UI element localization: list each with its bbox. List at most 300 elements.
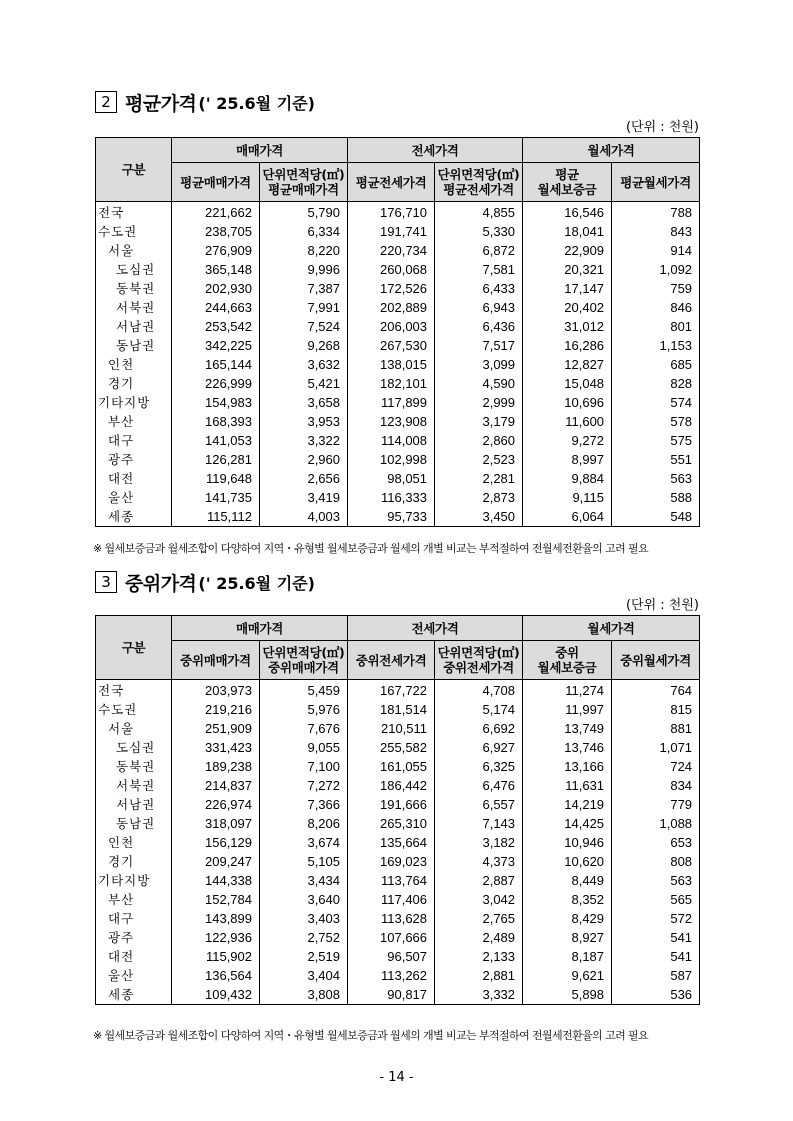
- value-cell: 8,206: [260, 814, 348, 833]
- value-cell: 318,097: [172, 814, 260, 833]
- value-cell: 764: [612, 680, 700, 701]
- value-cell: 541: [612, 928, 700, 947]
- region-cell: 서남권: [96, 795, 172, 814]
- table-row: [96, 317, 700, 336]
- page-number: - 14 -: [379, 1070, 414, 1085]
- region-cell: 수도권: [96, 222, 172, 241]
- value-cell: 115,902: [172, 947, 260, 966]
- value-cell: 3,403: [260, 909, 348, 928]
- value-cell: 14,219: [523, 795, 612, 814]
- region-cell: 광주: [96, 450, 172, 469]
- value-cell: 3,953: [260, 412, 348, 431]
- section-title: 평균가격: [125, 92, 197, 115]
- table-row: [96, 947, 700, 966]
- value-cell: 2,765: [435, 909, 523, 928]
- value-cell: 226,974: [172, 795, 260, 814]
- value-cell: 3,434: [260, 871, 348, 890]
- section-heading: [95, 570, 315, 594]
- region-cell: 기타지방: [96, 393, 172, 412]
- column-header: 중위 월세보증금: [523, 641, 612, 680]
- value-cell: 3,658: [260, 393, 348, 412]
- value-cell: 7,366: [260, 795, 348, 814]
- table-row: [96, 680, 700, 701]
- value-cell: 11,631: [523, 776, 612, 795]
- table-row: [96, 431, 700, 450]
- value-cell: 172,526: [348, 279, 435, 298]
- value-cell: 202,889: [348, 298, 435, 317]
- value-cell: 11,997: [523, 700, 612, 719]
- value-cell: 102,998: [348, 450, 435, 469]
- value-cell: 9,272: [523, 431, 612, 450]
- table-row: [96, 355, 700, 374]
- value-cell: 113,262: [348, 966, 435, 985]
- value-cell: 2,656: [260, 469, 348, 488]
- value-cell: 6,476: [435, 776, 523, 795]
- table-row: [96, 260, 700, 279]
- value-cell: 113,764: [348, 871, 435, 890]
- region-cell: 부산: [96, 890, 172, 909]
- table-row: [96, 795, 700, 814]
- value-cell: 7,991: [260, 298, 348, 317]
- table-row: [96, 241, 700, 260]
- section-median-price: [95, 570, 699, 1045]
- value-cell: 6,927: [435, 738, 523, 757]
- value-cell: 181,514: [348, 700, 435, 719]
- value-cell: 191,741: [348, 222, 435, 241]
- region-cell: 기타지방: [96, 871, 172, 890]
- price-table: [95, 137, 700, 527]
- value-cell: 141,735: [172, 488, 260, 507]
- table-row: [96, 393, 700, 412]
- table-row: [96, 469, 700, 488]
- value-cell: 251,909: [172, 719, 260, 738]
- region-cell: 도심권: [96, 738, 172, 757]
- value-cell: 808: [612, 852, 700, 871]
- value-cell: 3,674: [260, 833, 348, 852]
- unit-label: (단위 : 천원): [625, 120, 699, 135]
- value-cell: 15,048: [523, 374, 612, 393]
- value-cell: 17,147: [523, 279, 612, 298]
- value-cell: 3,808: [260, 985, 348, 1005]
- value-cell: 843: [612, 222, 700, 241]
- value-cell: 168,393: [172, 412, 260, 431]
- region-cell: 동남권: [96, 336, 172, 355]
- region-cell: 도심권: [96, 260, 172, 279]
- value-cell: 123,908: [348, 412, 435, 431]
- value-cell: 3,182: [435, 833, 523, 852]
- value-cell: 10,946: [523, 833, 612, 852]
- value-cell: 7,272: [260, 776, 348, 795]
- value-cell: 5,898: [523, 985, 612, 1005]
- column-header: 단위면적당(㎡) 중위전세가격: [435, 641, 523, 680]
- value-cell: 548: [612, 507, 700, 527]
- value-cell: 10,620: [523, 852, 612, 871]
- region-cell: 인천: [96, 355, 172, 374]
- section-average-price: [95, 90, 699, 560]
- value-cell: 117,406: [348, 890, 435, 909]
- value-cell: 122,936: [172, 928, 260, 947]
- value-cell: 255,582: [348, 738, 435, 757]
- region-cell: 울산: [96, 488, 172, 507]
- value-cell: 6,433: [435, 279, 523, 298]
- value-cell: 16,546: [523, 202, 612, 223]
- value-cell: 2,960: [260, 450, 348, 469]
- value-cell: 3,404: [260, 966, 348, 985]
- region-cell: 대전: [96, 947, 172, 966]
- value-cell: 107,666: [348, 928, 435, 947]
- region-cell: 서울: [96, 241, 172, 260]
- value-cell: 7,524: [260, 317, 348, 336]
- region-cell: 부산: [96, 412, 172, 431]
- value-cell: 109,432: [172, 985, 260, 1005]
- value-cell: 5,105: [260, 852, 348, 871]
- value-cell: 779: [612, 795, 700, 814]
- value-cell: 219,216: [172, 700, 260, 719]
- value-cell: 572: [612, 909, 700, 928]
- value-cell: 138,015: [348, 355, 435, 374]
- value-cell: 143,899: [172, 909, 260, 928]
- value-cell: 260,068: [348, 260, 435, 279]
- value-cell: 5,174: [435, 700, 523, 719]
- value-cell: 5,790: [260, 202, 348, 223]
- value-cell: 152,784: [172, 890, 260, 909]
- column-header: 단위면적당(㎡) 중위매매가격: [260, 641, 348, 680]
- value-cell: 685: [612, 355, 700, 374]
- value-cell: 331,423: [172, 738, 260, 757]
- value-cell: 578: [612, 412, 700, 431]
- table-row: [96, 412, 700, 431]
- value-cell: 834: [612, 776, 700, 795]
- value-cell: 182,101: [348, 374, 435, 393]
- value-cell: 7,100: [260, 757, 348, 776]
- table-row: [96, 814, 700, 833]
- header-group: 구분: [96, 616, 172, 680]
- value-cell: 6,557: [435, 795, 523, 814]
- region-cell: 경기: [96, 374, 172, 393]
- value-cell: 18,041: [523, 222, 612, 241]
- region-cell: 인천: [96, 833, 172, 852]
- value-cell: 7,676: [260, 719, 348, 738]
- value-cell: 214,837: [172, 776, 260, 795]
- table-row: [96, 719, 700, 738]
- section-number: 3: [95, 571, 117, 593]
- value-cell: 6,872: [435, 241, 523, 260]
- value-cell: 2,489: [435, 928, 523, 947]
- value-cell: 914: [612, 241, 700, 260]
- value-cell: 2,523: [435, 450, 523, 469]
- value-cell: 587: [612, 966, 700, 985]
- section-number: 2: [95, 91, 117, 113]
- value-cell: 126,281: [172, 450, 260, 469]
- value-cell: 9,884: [523, 469, 612, 488]
- value-cell: 3,099: [435, 355, 523, 374]
- value-cell: 7,581: [435, 260, 523, 279]
- value-cell: 16,286: [523, 336, 612, 355]
- value-cell: 141,053: [172, 431, 260, 450]
- table-row: [96, 298, 700, 317]
- value-cell: 9,115: [523, 488, 612, 507]
- value-cell: 2,519: [260, 947, 348, 966]
- region-cell: 울산: [96, 966, 172, 985]
- table-row: [96, 374, 700, 393]
- value-cell: 8,449: [523, 871, 612, 890]
- table-row: [96, 222, 700, 241]
- value-cell: 206,003: [348, 317, 435, 336]
- table-row: [96, 507, 700, 527]
- value-cell: 22,909: [523, 241, 612, 260]
- value-cell: 10,696: [523, 393, 612, 412]
- value-cell: 563: [612, 871, 700, 890]
- table-row: [96, 966, 700, 985]
- value-cell: 90,817: [348, 985, 435, 1005]
- value-cell: 565: [612, 890, 700, 909]
- header-monthly: 월세가격: [523, 138, 700, 163]
- value-cell: 136,564: [172, 966, 260, 985]
- value-cell: 238,705: [172, 222, 260, 241]
- column-header: 중위월세가격: [612, 641, 700, 680]
- value-cell: 881: [612, 719, 700, 738]
- value-cell: 165,144: [172, 355, 260, 374]
- value-cell: 253,542: [172, 317, 260, 336]
- value-cell: 13,746: [523, 738, 612, 757]
- value-cell: 14,425: [523, 814, 612, 833]
- value-cell: 13,166: [523, 757, 612, 776]
- value-cell: 20,321: [523, 260, 612, 279]
- value-cell: 154,983: [172, 393, 260, 412]
- value-cell: 365,148: [172, 260, 260, 279]
- value-cell: 2,999: [435, 393, 523, 412]
- table-row: [96, 279, 700, 298]
- column-header: 평균매매가격: [172, 163, 260, 202]
- value-cell: 2,281: [435, 469, 523, 488]
- value-cell: 6,943: [435, 298, 523, 317]
- value-cell: 186,442: [348, 776, 435, 795]
- value-cell: 342,225: [172, 336, 260, 355]
- value-cell: 8,352: [523, 890, 612, 909]
- value-cell: 226,999: [172, 374, 260, 393]
- value-cell: 265,310: [348, 814, 435, 833]
- region-cell: 대구: [96, 431, 172, 450]
- value-cell: 98,051: [348, 469, 435, 488]
- value-cell: 1,092: [612, 260, 700, 279]
- value-cell: 9,621: [523, 966, 612, 985]
- value-cell: 1,088: [612, 814, 700, 833]
- region-cell: 전국: [96, 680, 172, 701]
- value-cell: 167,722: [348, 680, 435, 701]
- column-header: 단위면적당(㎡) 평균전세가격: [435, 163, 523, 202]
- table-row: [96, 700, 700, 719]
- value-cell: 8,429: [523, 909, 612, 928]
- header-sale: 매매가격: [172, 138, 348, 163]
- value-cell: 7,143: [435, 814, 523, 833]
- region-cell: 서남권: [96, 317, 172, 336]
- table-row: [96, 757, 700, 776]
- column-header: 평균 월세보증금: [523, 163, 612, 202]
- value-cell: 801: [612, 317, 700, 336]
- value-cell: 828: [612, 374, 700, 393]
- value-cell: 3,042: [435, 890, 523, 909]
- value-cell: 6,334: [260, 222, 348, 241]
- section-heading: [95, 90, 315, 114]
- value-cell: 9,268: [260, 336, 348, 355]
- value-cell: 202,930: [172, 279, 260, 298]
- value-cell: 20,402: [523, 298, 612, 317]
- value-cell: 3,322: [260, 431, 348, 450]
- header-group: 구분: [96, 138, 172, 202]
- table-row: [96, 336, 700, 355]
- value-cell: 244,663: [172, 298, 260, 317]
- value-cell: 95,733: [348, 507, 435, 527]
- region-cell: 동남권: [96, 814, 172, 833]
- value-cell: 267,530: [348, 336, 435, 355]
- value-cell: 9,055: [260, 738, 348, 757]
- value-cell: 176,710: [348, 202, 435, 223]
- value-cell: 7,517: [435, 336, 523, 355]
- value-cell: 588: [612, 488, 700, 507]
- value-cell: 113,628: [348, 909, 435, 928]
- header-jeonse: 전세가격: [348, 138, 523, 163]
- table-row: [96, 488, 700, 507]
- region-cell: 동북권: [96, 279, 172, 298]
- value-cell: 189,238: [172, 757, 260, 776]
- column-header: 단위면적당(㎡) 평균매매가격: [260, 163, 348, 202]
- region-cell: 광주: [96, 928, 172, 947]
- column-header: 중위매매가격: [172, 641, 260, 680]
- value-cell: 203,973: [172, 680, 260, 701]
- value-cell: 5,330: [435, 222, 523, 241]
- value-cell: 7,387: [260, 279, 348, 298]
- value-cell: 276,909: [172, 241, 260, 260]
- column-header: 평균월세가격: [612, 163, 700, 202]
- value-cell: 12,827: [523, 355, 612, 374]
- value-cell: 161,055: [348, 757, 435, 776]
- value-cell: 169,023: [348, 852, 435, 871]
- value-cell: 551: [612, 450, 700, 469]
- value-cell: 2,133: [435, 947, 523, 966]
- section-title: 중위가격: [125, 572, 197, 595]
- table-row: [96, 985, 700, 1005]
- region-cell: 전국: [96, 202, 172, 223]
- value-cell: 4,373: [435, 852, 523, 871]
- value-cell: 1,153: [612, 336, 700, 355]
- region-cell: 대전: [96, 469, 172, 488]
- value-cell: 2,752: [260, 928, 348, 947]
- value-cell: 117,899: [348, 393, 435, 412]
- region-cell: 동북권: [96, 757, 172, 776]
- value-cell: 3,640: [260, 890, 348, 909]
- value-cell: 3,419: [260, 488, 348, 507]
- value-cell: 6,325: [435, 757, 523, 776]
- section-date: (' 25.6월 기준): [198, 93, 315, 113]
- value-cell: 575: [612, 431, 700, 450]
- value-cell: 6,064: [523, 507, 612, 527]
- region-cell: 서북권: [96, 298, 172, 317]
- value-cell: 2,860: [435, 431, 523, 450]
- value-cell: 759: [612, 279, 700, 298]
- value-cell: 135,664: [348, 833, 435, 852]
- table-row: [96, 852, 700, 871]
- region-cell: 세종: [96, 507, 172, 527]
- table-row: [96, 928, 700, 947]
- value-cell: 3,332: [435, 985, 523, 1005]
- table-row: [96, 202, 700, 223]
- value-cell: 114,008: [348, 431, 435, 450]
- header-jeonse: 전세가격: [348, 616, 523, 641]
- value-cell: 5,421: [260, 374, 348, 393]
- value-cell: 788: [612, 202, 700, 223]
- value-cell: 815: [612, 700, 700, 719]
- region-cell: 수도권: [96, 700, 172, 719]
- table-row: [96, 871, 700, 890]
- value-cell: 221,662: [172, 202, 260, 223]
- value-cell: 156,129: [172, 833, 260, 852]
- value-cell: 220,734: [348, 241, 435, 260]
- value-cell: 209,247: [172, 852, 260, 871]
- value-cell: 3,632: [260, 355, 348, 374]
- value-cell: 3,450: [435, 507, 523, 527]
- table-row: [96, 450, 700, 469]
- value-cell: 11,274: [523, 680, 612, 701]
- value-cell: 210,511: [348, 719, 435, 738]
- value-cell: 115,112: [172, 507, 260, 527]
- value-cell: 8,187: [523, 947, 612, 966]
- footnote: ※ 월세보증금과 월세조합이 다양하여 지역・유형별 월세보증금과 월세의 개별 비교는 부적절하여 전월세전환율의 고려 필요: [93, 1029, 649, 1042]
- table-row: [96, 890, 700, 909]
- table-row: [96, 833, 700, 852]
- value-cell: 563: [612, 469, 700, 488]
- value-cell: 541: [612, 947, 700, 966]
- value-cell: 8,927: [523, 928, 612, 947]
- value-cell: 116,333: [348, 488, 435, 507]
- footnote: ※ 월세보증금과 월세조합이 다양하여 지역・유형별 월세보증금과 월세의 개별 비교는 부적절하여 전월세전환율의 고려 필요: [93, 542, 649, 555]
- value-cell: 653: [612, 833, 700, 852]
- value-cell: 4,708: [435, 680, 523, 701]
- column-header: 평균전세가격: [348, 163, 435, 202]
- value-cell: 574: [612, 393, 700, 412]
- region-cell: 경기: [96, 852, 172, 871]
- value-cell: 5,976: [260, 700, 348, 719]
- value-cell: 119,648: [172, 469, 260, 488]
- value-cell: 6,436: [435, 317, 523, 336]
- value-cell: 5,459: [260, 680, 348, 701]
- table-row: [96, 909, 700, 928]
- region-cell: 서울: [96, 719, 172, 738]
- region-cell: 서북권: [96, 776, 172, 795]
- table-row: [96, 776, 700, 795]
- value-cell: 1,071: [612, 738, 700, 757]
- section-date: (' 25.6월 기준): [198, 573, 315, 593]
- value-cell: 13,749: [523, 719, 612, 738]
- column-header: 중위전세가격: [348, 641, 435, 680]
- value-cell: 8,997: [523, 450, 612, 469]
- header-sale: 매매가격: [172, 616, 348, 641]
- value-cell: 4,003: [260, 507, 348, 527]
- value-cell: 11,600: [523, 412, 612, 431]
- value-cell: 4,590: [435, 374, 523, 393]
- unit-label: (단위 : 천원): [625, 598, 699, 613]
- table-row: [96, 738, 700, 757]
- value-cell: 31,012: [523, 317, 612, 336]
- price-table: [95, 615, 700, 1005]
- region-cell: 세종: [96, 985, 172, 1005]
- value-cell: 9,996: [260, 260, 348, 279]
- value-cell: 2,887: [435, 871, 523, 890]
- value-cell: 724: [612, 757, 700, 776]
- value-cell: 191,666: [348, 795, 435, 814]
- value-cell: 2,873: [435, 488, 523, 507]
- value-cell: 536: [612, 985, 700, 1005]
- region-cell: 대구: [96, 909, 172, 928]
